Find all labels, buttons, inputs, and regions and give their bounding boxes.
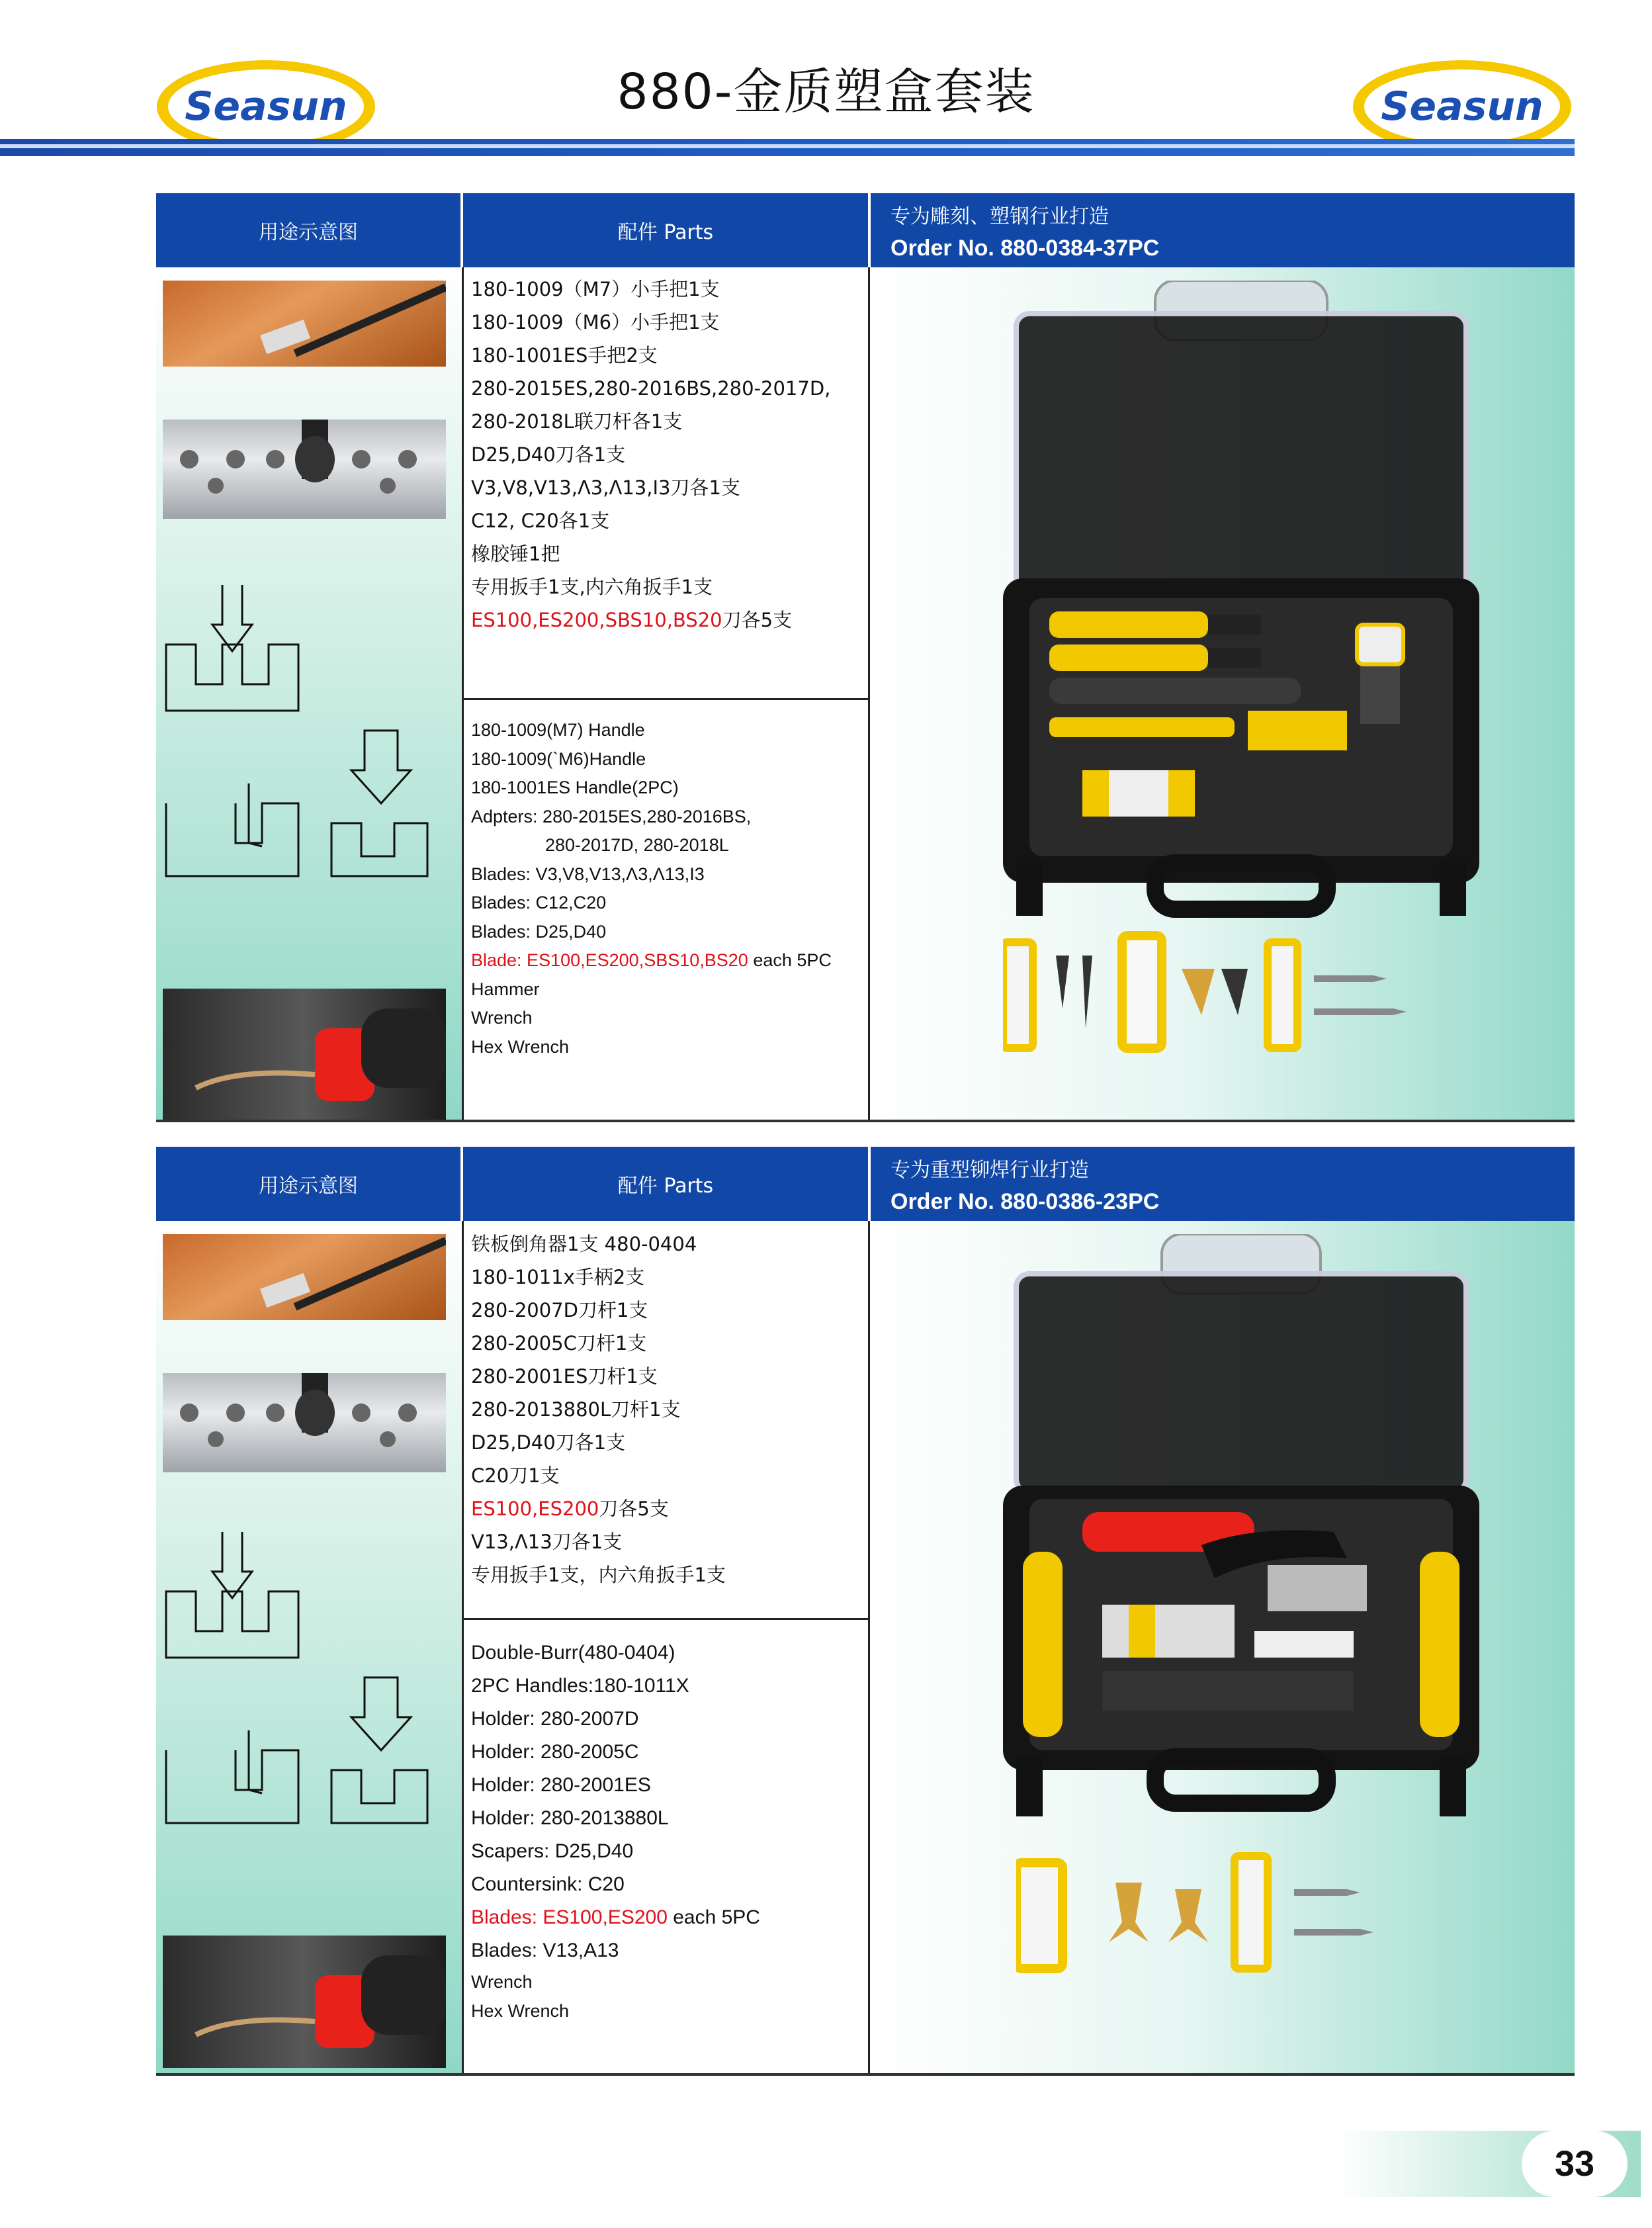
list-item: Blades: C12,C20 xyxy=(471,893,607,913)
parts-list-en xyxy=(471,716,832,1061)
list-item: 180-1001ES手把2支 xyxy=(471,344,658,367)
list-item: 280-2015ES,280-2016BS,280-2017D, xyxy=(471,377,831,400)
list-item: 280-2005C刀杆1支 xyxy=(471,1332,647,1355)
list-item: V3,V8,V13,Λ3,Λ13,I3刀各1支 xyxy=(471,476,740,499)
red-text: Blades: ES100,ES200 xyxy=(471,1906,668,1928)
svg-text:Seasun: Seasun xyxy=(1381,83,1543,130)
section-subtitle: 专为重型铆焊行业打造 xyxy=(891,1158,1089,1182)
column-header-usage: 用途示意图 xyxy=(156,1147,460,1221)
list-item: 280-2017D, 280-2018L xyxy=(545,835,729,855)
list-item: Holder: 280-2007D xyxy=(471,1708,639,1730)
list-item: Wrench xyxy=(471,1008,533,1028)
column-header-order xyxy=(871,1147,1575,1221)
parts-separator xyxy=(464,1618,869,1620)
column-header-usage: 用途示意图 xyxy=(156,193,460,267)
section-bottom-border xyxy=(156,2073,1575,2076)
column-header-parts: 配件 Parts xyxy=(463,1147,868,1221)
list-item: 280-2001ES刀杆1支 xyxy=(471,1365,658,1388)
list-item: 180-1001ES Handle(2PC) xyxy=(471,778,679,797)
blade-profile-diagrams xyxy=(163,585,454,982)
svg-text:Seasun: Seasun xyxy=(185,83,347,130)
product-section-1 xyxy=(156,193,1575,1120)
red-text: Blade: ES100,ES200,SBS10,BS20 xyxy=(471,950,748,970)
usage-illustrations xyxy=(156,267,462,1120)
list-item: Holder: 280-2001ES xyxy=(471,1774,651,1796)
product-photo-area xyxy=(871,1221,1575,2073)
list-item xyxy=(471,946,832,975)
column-divider xyxy=(868,267,870,1120)
deburr-wood-photo xyxy=(163,281,446,367)
list-item: 专用扳手1支,内六角扳手1支 xyxy=(471,576,713,598)
page-number: 33 xyxy=(1522,2131,1628,2197)
list-item: Scapers: D25,D40 xyxy=(471,1840,634,1862)
deburr-wood-photo xyxy=(163,1234,446,1320)
list-item: 180-1009(`M6)Handle xyxy=(471,748,646,769)
text: each 5PC xyxy=(667,1906,760,1928)
list-item: 280-2018L联刀杆各1支 xyxy=(471,410,683,433)
section-subtitle: 专为雕刻、塑钢行业打造 xyxy=(891,204,1109,228)
header-bar-stripe xyxy=(0,144,1575,148)
column-divider xyxy=(868,1221,870,2073)
text: 刀各5支 xyxy=(722,609,793,631)
list-item: Blades: D25,D40 xyxy=(471,921,607,942)
list-item xyxy=(471,1492,726,1525)
column-header-order xyxy=(871,193,1575,267)
list-item: C12, C20各1支 xyxy=(471,510,610,532)
list-item: Wrench xyxy=(471,1972,533,1992)
list-item: 180-1009（M7）小手把1支 xyxy=(471,278,720,300)
parts-list-en xyxy=(471,1636,760,2026)
text: 刀各5支 xyxy=(599,1497,669,1520)
deburr-metal-photo xyxy=(163,420,446,519)
list-item: Hex Wrench xyxy=(471,1036,570,1057)
list-item: D25,D40刀各1支 xyxy=(471,443,626,466)
blade-accessories-photo xyxy=(1003,929,1532,1088)
order-number: Order No. 880-0384-37PC xyxy=(891,235,1160,261)
text: each 5PC xyxy=(748,950,832,970)
list-item: 180-1009(M7) Handle xyxy=(471,720,645,740)
parts-list-cn xyxy=(471,1227,726,1591)
parts-list-cn xyxy=(471,273,830,637)
section-bottom-border xyxy=(156,1120,1575,1122)
blade-profile-diagrams xyxy=(163,1532,454,1929)
list-item: 180-1009（M6）小手把1支 xyxy=(471,311,720,334)
usage-illustrations xyxy=(156,1221,462,2073)
tool-case-photo xyxy=(1003,281,1479,929)
tool-case-photo xyxy=(1003,1234,1479,1830)
parts-separator xyxy=(464,698,869,700)
list-item: 280-2007D刀杆1支 xyxy=(471,1299,648,1321)
list-item: D25,D40刀各1支 xyxy=(471,1431,626,1454)
list-item: 180-1011x手柄2支 xyxy=(471,1266,645,1288)
list-item: Adpters: 280-2015ES,280-2016BS, xyxy=(471,806,752,826)
red-text: ES100,ES200 xyxy=(471,1497,599,1520)
blade-accessories-photo xyxy=(1016,1849,1532,2002)
deburr-pipe-photo xyxy=(163,989,446,1121)
column-divider xyxy=(462,267,464,1120)
list-item: 专用扳手1支，内六角扳手1支 xyxy=(471,1564,726,1586)
red-text: ES100,ES200,SBS10,BS20 xyxy=(471,609,722,631)
list-item: Holder: 280-2005C xyxy=(471,1741,639,1763)
list-item: Countersink: C20 xyxy=(471,1873,625,1895)
list-item: Holder: 280-2013880L xyxy=(471,1807,669,1829)
list-item xyxy=(471,1901,760,1934)
list-item: 2PC Handles:180-1011X xyxy=(471,1675,689,1697)
column-header-parts: 配件 Parts xyxy=(463,193,868,267)
deburr-pipe-photo xyxy=(163,1936,446,2068)
list-item: 280-2013880L刀杆1支 xyxy=(471,1398,681,1421)
list-item: C20刀1支 xyxy=(471,1464,560,1487)
deburr-metal-photo xyxy=(163,1373,446,1472)
list-item: 铁板倒角器1支 480-0404 xyxy=(471,1233,697,1255)
list-item: Blades: V13,A13 xyxy=(471,1939,619,1961)
list-item: Hex Wrench xyxy=(471,2001,570,2021)
page-title: 880-金质塑盒套装 xyxy=(617,64,1035,120)
product-section-2 xyxy=(156,1147,1575,2073)
order-number: Order No. 880-0386-23PC xyxy=(891,1188,1160,1214)
list-item: Blades: V3,V8,V13,Λ3,Λ13,I3 xyxy=(471,864,705,884)
list-item xyxy=(471,603,830,637)
column-divider xyxy=(462,1221,464,2073)
list-item: Double-Burr(480-0404) xyxy=(471,1642,675,1664)
list-item: V13,Λ13刀各1支 xyxy=(471,1531,623,1553)
list-item: Hammer xyxy=(471,979,540,999)
product-photo-area xyxy=(871,267,1575,1120)
list-item: 橡胶锤1把 xyxy=(471,543,560,565)
